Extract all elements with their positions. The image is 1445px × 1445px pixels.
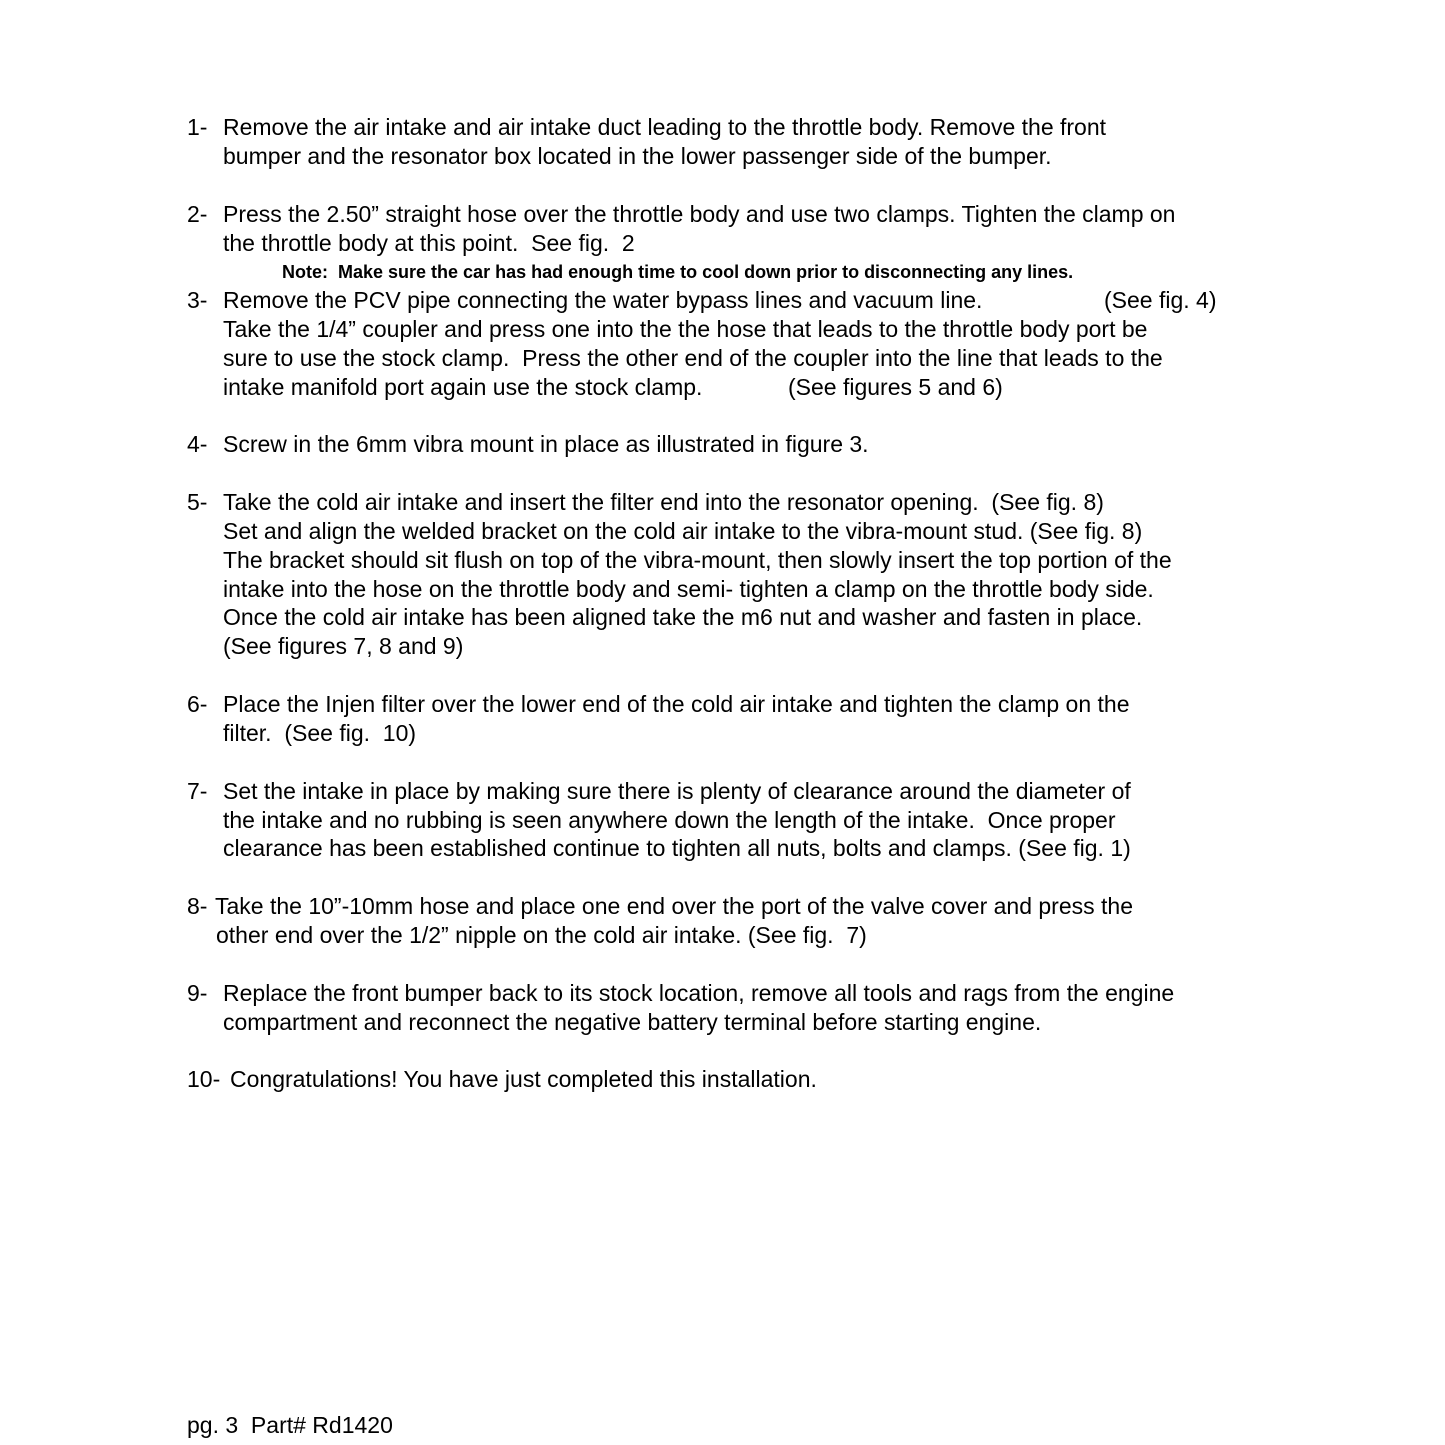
- safety-note: Note: Make sure the car has had enough time to cool down prior to disconnecting any lines.: [282, 262, 1074, 282]
- step-text: bumper and the resonator box located in the lower passenger side of the bumper.: [223, 143, 1052, 169]
- step-text: Remove the PCV pipe connecting the water bypass lines and vacuum line.: [223, 287, 983, 313]
- step-number: 2-: [187, 201, 208, 227]
- step-text: compartment and reconnect the negative battery terminal before starting engine.: [223, 1009, 1042, 1035]
- step-text: (See figures 7, 8 and 9): [223, 633, 464, 659]
- step-text: Remove the air intake and air intake duct leading to the throttle body. Remove the front: [223, 114, 1107, 140]
- figure-reference: (See fig. 4): [1104, 287, 1217, 313]
- step-text: Set the intake in place by making sure there is plenty of clearance around the diameter of: [223, 778, 1131, 804]
- step-number: 4-: [187, 431, 208, 457]
- step-text: other end over the 1/2” nipple on the cold air intake. (See fig. 7): [216, 922, 867, 948]
- step-text: the intake and no rubbing is seen anywhere down the length of the intake. Once proper: [223, 807, 1116, 833]
- step-text: Take the 10”-10mm hose and place one end over the port of the valve cover and press the: [215, 893, 1134, 919]
- step-text: sure to use the stock clamp. Press the other end of the coupler into the line that leads to the: [223, 345, 1163, 371]
- step-text: clearance has been established continue to tighten all nuts, bolts and clamps. (See fig. 1): [223, 835, 1131, 861]
- step-text: the throttle body at this point. See fig. 2: [223, 230, 635, 256]
- step-text: Once the cold air intake has been aligned take the m6 nut and washer and fasten in place.: [223, 604, 1143, 630]
- step-text: Take the 1/4” coupler and press one into the the hose that leads to the throttle body port be: [223, 316, 1148, 342]
- step-number: 9-: [187, 980, 208, 1006]
- step-number: 3-: [187, 287, 208, 313]
- page-footer: pg. 3 Part# Rd1420: [187, 1412, 393, 1438]
- step-number: 8-: [187, 893, 208, 919]
- step-text: Place the Injen filter over the lower end of the cold air intake and tighten the clamp on the: [223, 691, 1130, 717]
- step-text: filter. (See fig. 10): [223, 720, 417, 746]
- step-text: Congratulations! You have just completed this installation.: [230, 1066, 817, 1092]
- step-number: 10-: [187, 1066, 221, 1092]
- step-text: intake manifold port again use the stock clamp.: [223, 374, 703, 400]
- step-text: Press the 2.50” straight hose over the throttle body and use two clamps. Tighten the clamp on: [223, 201, 1176, 227]
- step-text: intake into the hose on the throttle body and semi- tighten a clamp on the throttle body side.: [223, 576, 1154, 602]
- step-text: Replace the front bumper back to its stock location, remove all tools and rags from the engine: [223, 980, 1175, 1006]
- step-text: Screw in the 6mm vibra mount in place as illustrated in figure 3.: [223, 431, 869, 457]
- step-number: 5-: [187, 489, 208, 515]
- step-text: Set and align the welded bracket on the cold air intake to the vibra-mount stud. (See fig. 8): [223, 518, 1143, 544]
- step-number: 6-: [187, 691, 208, 717]
- step-number: 7-: [187, 778, 208, 804]
- step-number: 1-: [187, 114, 208, 140]
- figure-reference: (See figures 5 and 6): [788, 374, 1003, 400]
- step-text: Take the cold air intake and insert the filter end into the resonator opening. (See fig. 8): [223, 489, 1104, 515]
- step-text: The bracket should sit flush on top of the vibra-mount, then slowly insert the top portion of the: [223, 547, 1172, 573]
